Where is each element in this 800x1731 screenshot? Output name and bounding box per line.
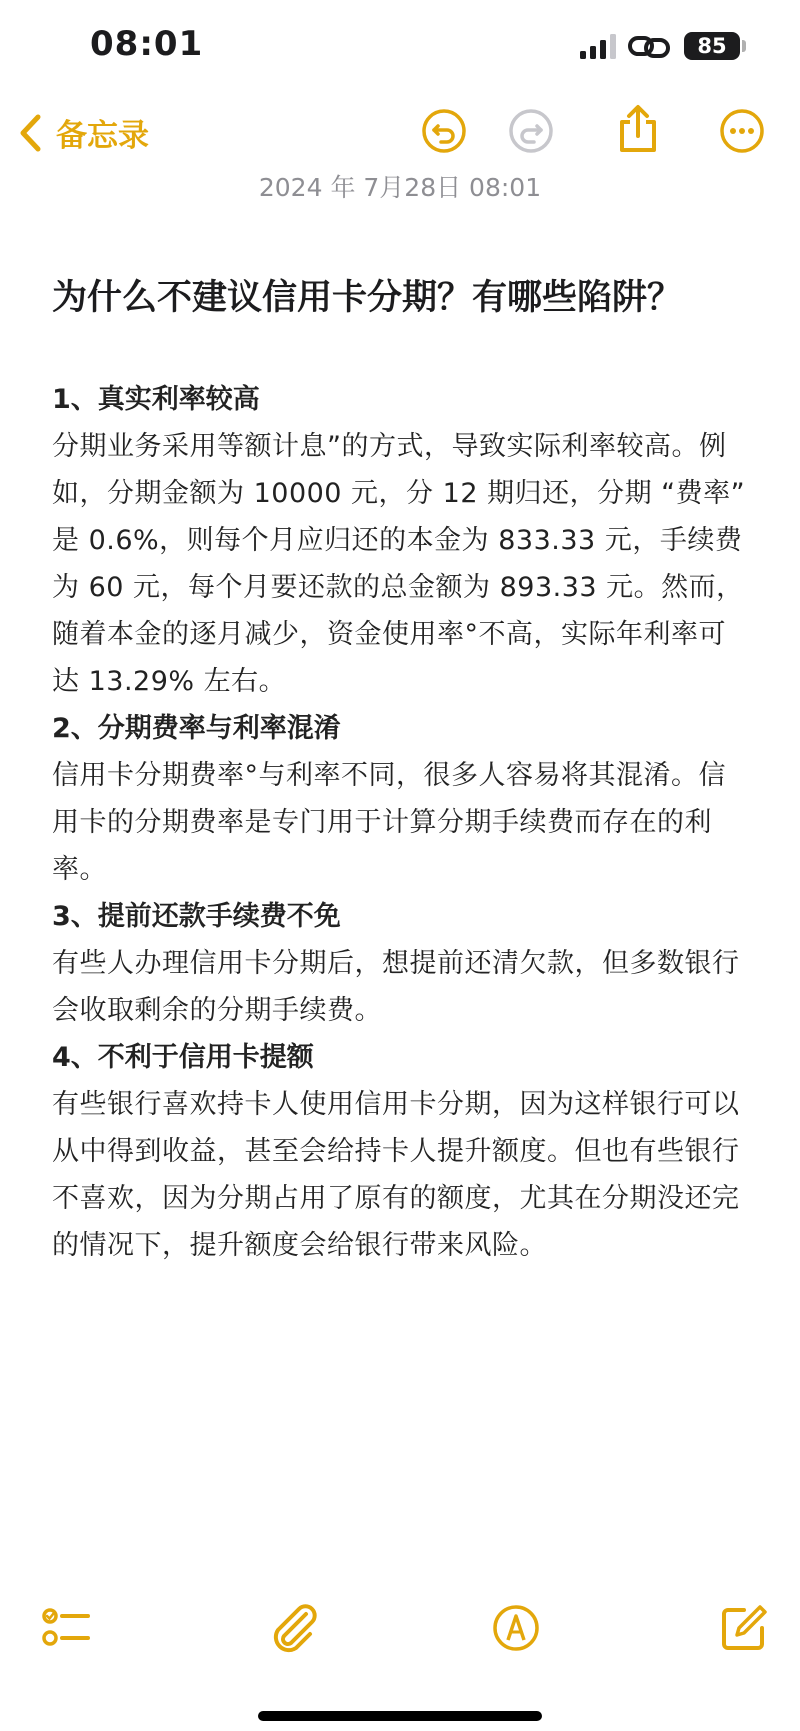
back-label: 备忘录 — [56, 118, 149, 154]
battery-tip — [742, 40, 746, 52]
section-body: 分期业务采用等额计息”的方式，导致实际利率较高。例如，分期金额为 10000 元，分 12 期归还，分期 “费率” 是 0.6%，则每个月应归还的本金为 833.33 元，手续费为 60 元，每个月要还款的总金额为 893.33 元。然而，随着本金的逐月减少，资金使用率°不高，实际年利率可达 13.29% 左右。 — [52, 431, 746, 697]
section-heading: 2、分期费率与利率混淆 — [52, 713, 341, 744]
note-date: 2024 年 7月28日 08:01 — [258, 173, 542, 202]
nav-bar — [0, 96, 800, 166]
section-heading: 1、真实利率较高 — [52, 384, 260, 415]
note-content[interactable] — [52, 272, 752, 1269]
cellular-signal-icon — [580, 34, 620, 60]
compose-new-note-icon[interactable] — [718, 1602, 770, 1654]
section-body: 有些人办理信用卡分期后，想提前还清欠款，但多数银行会收取剩余的分期手续费。 — [52, 948, 740, 1026]
attachment-paperclip-icon[interactable] — [268, 1602, 320, 1654]
section-heading: 3、提前还款手续费不免 — [52, 901, 341, 932]
battery-level: 85 — [684, 32, 740, 60]
section-body: 有些银行喜欢持卡人使用信用卡分期，因为这样银行可以从中得到收益，甚至会给持卡人提升额度。但也有些银行不喜欢，因为分期占用了原有的额度，尤其在分期没还完的情况下，提升额度会给银行带来风险。 — [52, 1089, 740, 1261]
home-indicator — [258, 1711, 542, 1721]
redo-icon[interactable] — [508, 108, 554, 154]
more-options-icon[interactable] — [719, 108, 765, 154]
checklist-icon[interactable] — [40, 1602, 92, 1654]
markup-pen-icon[interactable] — [490, 1602, 542, 1654]
share-icon[interactable] — [614, 104, 662, 154]
chevron-left-icon — [18, 113, 42, 153]
undo-icon[interactable] — [421, 108, 467, 154]
status-time: 08:01 — [90, 24, 204, 64]
chain-link-icon — [628, 30, 670, 64]
note-title: 为什么不建议信用卡分期？有哪些陷阱？ — [52, 278, 683, 318]
status-bar — [0, 0, 800, 96]
section-body: 信用卡分期费率°与利率不同，很多人容易将其混淆。信用卡的分期费率是专门用于计算分期手续费而存在的利率。 — [52, 760, 726, 885]
bottom-toolbar — [0, 1596, 800, 1656]
section-heading: 4、不利于信用卡提额 — [52, 1042, 314, 1073]
back-button[interactable] — [18, 110, 149, 155]
